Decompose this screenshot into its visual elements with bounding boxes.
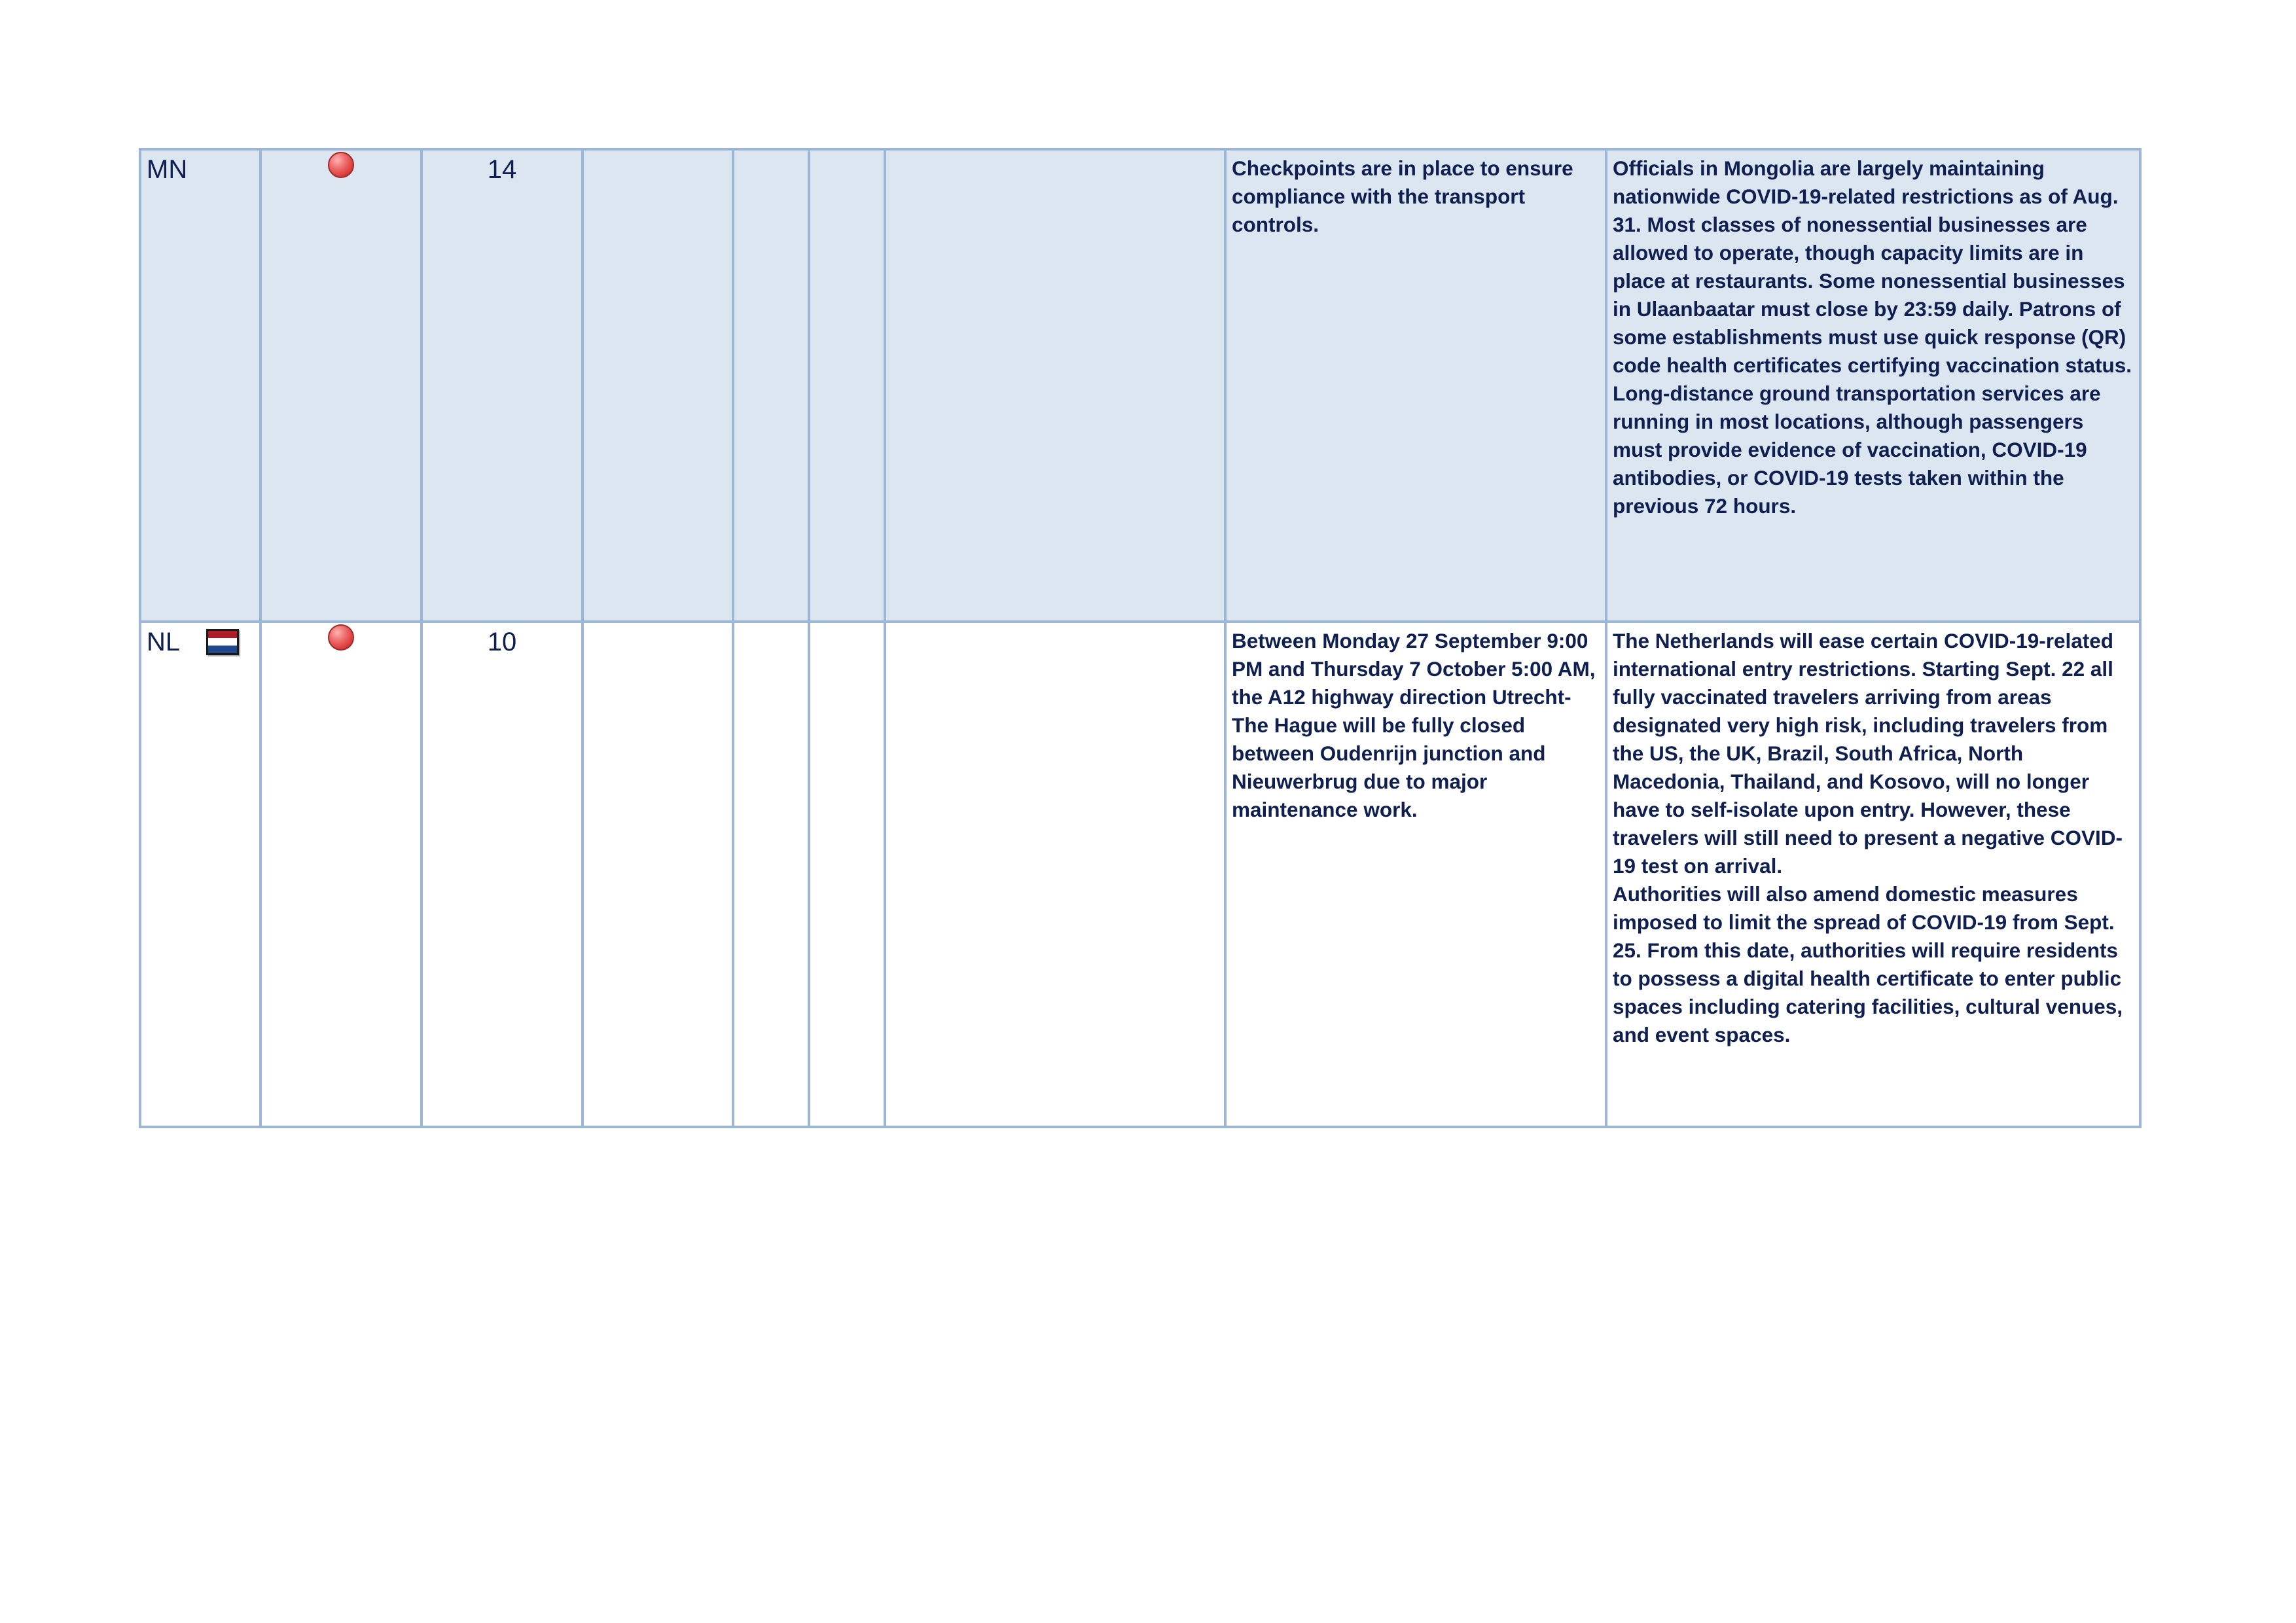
- empty-cell: [809, 622, 885, 1127]
- empty-cell: [885, 149, 1225, 622]
- empty-cell: [583, 622, 733, 1127]
- transport-note: Checkpoints are in place to ensure compliance with the transport controls.: [1232, 156, 1573, 236]
- country-code: MN: [147, 155, 188, 184]
- details-cell: [1606, 622, 2140, 1127]
- details-paragraph: The Netherlands will ease certain COVID-19-related international entry restrictions. Starting Sept. 22 all fully vaccinated travelers arriving from areas designated very high risk, including travelers from the US, the UK, Brazil, South Africa, North Macedonia, Thailand, and Kosovo, will no longer have to self-isolate upon entry. However, these travelers will still need to present a negative COVID-19 test on arrival.: [1613, 629, 2123, 878]
- country-code-cell: [140, 149, 260, 622]
- score-value: 14: [487, 155, 517, 184]
- details-paragraph: Authorities will also amend domestic measures imposed to limit the spread of COVID-19 from Sept. 25. From this date, authorities will require residents to possess a digital health certificate to enter public spaces including catering facilities, cultural venues, and event spaces.: [1613, 882, 2123, 1046]
- country-code: NL: [147, 628, 181, 656]
- status-red-dot-icon: [328, 624, 354, 651]
- status-red-dot-icon: [328, 152, 354, 178]
- empty-cell: [733, 622, 809, 1127]
- empty-cell: [733, 149, 809, 622]
- transport-note-cell: [1225, 622, 1606, 1127]
- table-row: [140, 149, 2140, 622]
- netherlands-flag-icon: [206, 629, 239, 655]
- details-paragraph: Officials in Mongolia are largely maintaining nationwide COVID-19-related restrictions as of Aug. 31. Most classes of nonessential businesses are allowed to operate, though capacity limits are in place at restaurants. Some nonessential businesses in Ulaanbaatar must close by 23:59 daily. Patrons of some establishments must use quick response (QR) code health certificates certifying vaccination status. Long-distance ground transportation services are running in most locations, although passengers must provide evidence of vaccination, COVID-19 antibodies, or COVID-19 tests taken within the previous 72 hours.: [1613, 156, 2132, 518]
- transport-note: Between Monday 27 September 9:00 PM and Thursday 7 October 5:00 AM, the A12 highway direction Utrecht-The Hague will be fully closed between Oudenrijn junction and Nieuwerbrug due to major maintenance work.: [1232, 629, 1596, 821]
- details-cell: [1606, 149, 2140, 622]
- empty-cell: [885, 622, 1225, 1127]
- country-table: [139, 148, 2142, 1128]
- status-cell: [260, 622, 422, 1127]
- country-code-cell: [140, 622, 260, 1127]
- score-cell: [422, 622, 583, 1127]
- status-cell: [260, 149, 422, 622]
- empty-cell: [809, 149, 885, 622]
- table-row: [140, 622, 2140, 1127]
- empty-cell: [583, 149, 733, 622]
- score-cell: [422, 149, 583, 622]
- score-value: 10: [487, 628, 517, 656]
- transport-note-cell: [1225, 149, 1606, 622]
